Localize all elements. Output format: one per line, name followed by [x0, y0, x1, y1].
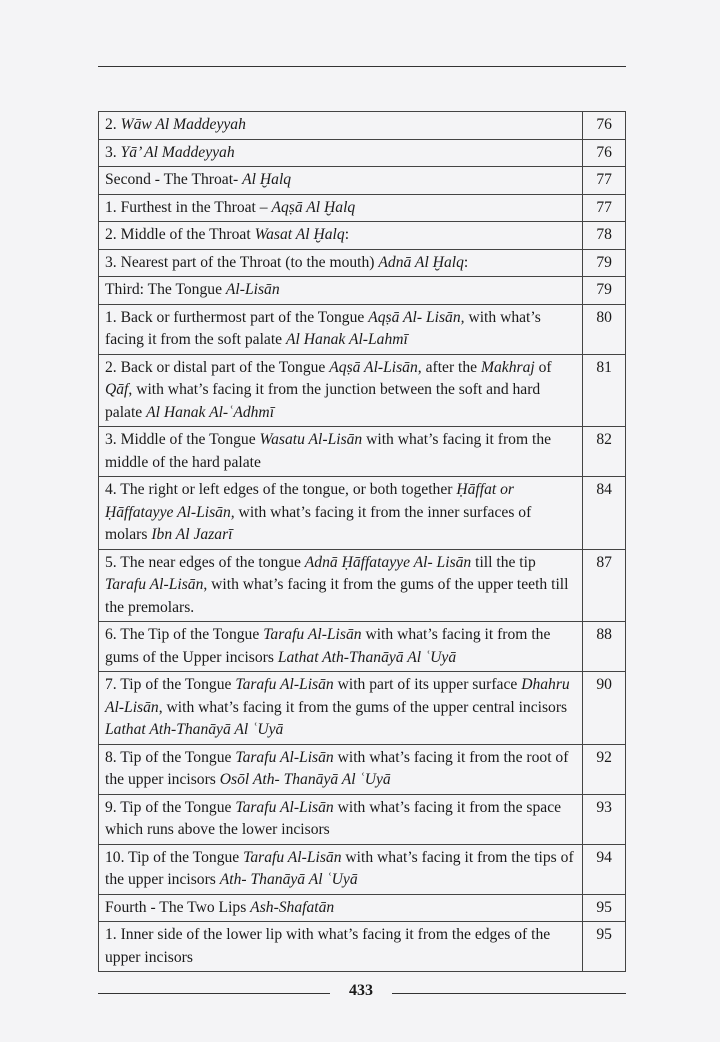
toc-entry-title: [99, 744, 583, 794]
toc-entry-term: Tarafu Al-Lisān: [235, 676, 334, 693]
table-of-contents: [98, 111, 626, 972]
toc-row: [99, 744, 626, 794]
toc-row: [99, 477, 626, 550]
toc-entry-term: Aqṣā Al- Lisān,: [368, 308, 465, 326]
toc-entry-page: 76: [583, 139, 626, 167]
toc-entry-term: Tarafu Al-Lisān: [235, 748, 334, 766]
toc-row: [99, 139, 626, 167]
toc-entry-title: [99, 844, 583, 894]
toc-entry-text: with what’s facing it from the middle of the hard palate: [105, 431, 552, 471]
toc-entry-title: [99, 549, 583, 622]
toc-entry-term: Ath- Thanāyā Al ʿUyā: [219, 871, 358, 888]
toc-entry-title: [99, 794, 583, 844]
toc-entry-title: [99, 672, 583, 745]
toc-entry-text: with what’s facing it from the soft palate: [105, 308, 541, 348]
toc-entry-text: 1. Back or furthermost part of the Tongue: [105, 308, 369, 326]
toc-entry-page: 77: [583, 194, 626, 222]
toc-entry-text: 5. The near edges of the tongue: [105, 553, 305, 571]
toc-entry-title: [99, 622, 583, 672]
toc-row: [99, 222, 626, 250]
toc-entry-term: Ḥāffat or Ḥāffatayye Al-Lisān,: [105, 481, 514, 521]
toc-entry-text: , with what’s facing it from the gums of the upper central incisors: [158, 698, 568, 716]
toc-row: [99, 112, 626, 140]
toc-entry-page: 80: [583, 304, 626, 354]
toc-entry-term: Al Hanak Al-Lahmī: [286, 331, 408, 348]
toc-entry-text: , after the: [417, 358, 481, 376]
toc-entry-term: Aqṣā Al Ḫalq: [271, 198, 356, 216]
toc-entry-term: Osōl Ath- Thanāyā Al ʿUyā: [219, 771, 391, 788]
toc-entry-text: with what’s facing it from the space which runs above the lower incisors: [105, 798, 562, 838]
toc-entry-text: 1. Furthest in the Throat –: [105, 198, 272, 216]
toc-row: [99, 922, 626, 972]
toc-entry-title: [99, 112, 583, 140]
toc-entry-term: Lathat Ath-Thanāyā Al ʿUyā: [277, 648, 457, 666]
toc-body: [99, 112, 626, 972]
toc-entry-text: 10. Tip of the Tongue: [105, 848, 244, 866]
toc-entry-term: Adnā Ḥāffatayye Al- Lisān: [304, 553, 472, 571]
toc-entry-text: Second - The Throat-: [105, 171, 243, 188]
toc-entry-term: Makhraj: [481, 358, 535, 376]
toc-entry-term: Lathat Ath-Thanāyā Al ʿUyā: [105, 721, 284, 738]
toc-entry-title: [99, 167, 583, 195]
toc-entry-page: 76: [583, 112, 626, 140]
toc-entry-term: Ibn Al Jazarī: [151, 526, 233, 543]
toc-entry-page: 90: [583, 672, 626, 745]
toc-entry-text: 8. Tip of the Tongue: [105, 748, 236, 766]
toc-entry-term: Tarafu Al-Lisān: [235, 798, 334, 816]
toc-entry-term: Tarafu Al-Lisān: [243, 848, 342, 866]
toc-row: [99, 894, 626, 922]
toc-entry-term: Adnā Al Ḫalq: [378, 253, 464, 271]
toc-entry-text: 2. Middle of the Throat: [105, 226, 255, 243]
toc-entry-title: [99, 894, 583, 922]
toc-row: [99, 354, 626, 427]
toc-entry-text: , with what’s facing it from the gums of the upper teeth till the premolars.: [105, 576, 569, 616]
toc-entry-page: 87: [583, 549, 626, 622]
toc-row: [99, 167, 626, 195]
toc-entry-page: 93: [583, 794, 626, 844]
toc-entry-term: Wasatu Al-Lisān: [259, 431, 363, 448]
toc-row: [99, 622, 626, 672]
footer-rule-left: [98, 993, 330, 994]
toc-entry-title: [99, 194, 583, 222]
toc-entry-term: Yā’ Al Maddeyyah: [120, 143, 235, 161]
toc-entry-page: 79: [583, 277, 626, 305]
toc-entry-text: with what’s facing it from the root of the upper incisors: [105, 748, 569, 788]
toc-entry-page: 84: [583, 477, 626, 550]
toc-entry-term: Qāf: [105, 381, 129, 398]
toc-row: [99, 794, 626, 844]
toc-entry-page: 88: [583, 622, 626, 672]
toc-row: [99, 549, 626, 622]
toc-entry-text: 2.: [105, 116, 121, 133]
toc-entry-page: 94: [583, 844, 626, 894]
toc-entry-page: 92: [583, 744, 626, 794]
toc-entry-text: till the tip: [471, 553, 536, 571]
toc-row: [99, 304, 626, 354]
toc-entry-page: 78: [583, 222, 626, 250]
toc-entry-text: with part of its upper surface: [333, 676, 522, 693]
toc-entry-page: 77: [583, 167, 626, 195]
toc-row: [99, 194, 626, 222]
toc-entry-page: 81: [583, 354, 626, 427]
toc-entry-text: of: [534, 358, 552, 376]
footer-rule-right: [392, 993, 626, 994]
header-rule: [98, 66, 626, 67]
toc-entry-title: [99, 354, 583, 427]
toc-entry-text: Fourth - The Two Lips: [105, 898, 251, 916]
toc-entry-title: [99, 249, 583, 277]
toc-entry-page: 82: [583, 427, 626, 477]
toc-entry-title: [99, 922, 583, 972]
toc-entry-text: 7. Tip of the Tongue: [105, 676, 236, 693]
page-number: 433: [349, 982, 373, 999]
toc-entry-title: [99, 139, 583, 167]
toc-entry-title: [99, 477, 583, 550]
toc-entry-text: , with what’s facing it from the junction between the soft and hard palate: [105, 381, 541, 421]
toc-entry-term: Al Ḫalq: [242, 171, 292, 188]
toc-entry-term: Wasat Al Ḫalq: [254, 226, 345, 243]
toc-entry-text: with what’s facing it from the inner surfaces of molars: [105, 503, 532, 543]
toc-entry-text: 4. The right or left edges of the tongue, or both together: [105, 481, 457, 498]
toc-entry-term: Tarafu Al-Lisān: [105, 576, 204, 593]
toc-entry-term: Dhahru Al-Lisān: [105, 676, 570, 716]
toc-entry-text: 1. Inner side of the lower lip with what’s facing it from the edges of the upper incisors: [105, 926, 551, 966]
toc-row: [99, 249, 626, 277]
toc-entry-term: Wāw Al Maddeyyah: [120, 116, 246, 133]
toc-entry-text: 2. Back or distal part of the Tongue: [105, 358, 330, 376]
toc-entry-text: 3. Nearest part of the Throat (to the mouth): [105, 253, 379, 271]
toc-entry-title: [99, 304, 583, 354]
toc-entry-text: :: [344, 226, 350, 243]
toc-row: [99, 277, 626, 305]
toc-row: [99, 427, 626, 477]
toc-entry-text: 3.: [105, 143, 121, 161]
toc-entry-text: 9. Tip of the Tongue: [105, 798, 236, 816]
toc-entry-title: [99, 222, 583, 250]
toc-row: [99, 672, 626, 745]
toc-entry-term: Tarafu Al-Lisān: [263, 626, 362, 643]
toc-entry-title: [99, 277, 583, 305]
toc-entry-text: Third: The Tongue: [105, 281, 226, 298]
toc-entry-term: Aqṣā Al-Lisān: [329, 358, 418, 376]
toc-entry-term: Al Hanak Al-ʿAdhmī: [146, 403, 275, 421]
toc-entry-page: 95: [583, 922, 626, 972]
toc-entry-text: 3. Middle of the Tongue: [105, 431, 260, 448]
toc-row: [99, 844, 626, 894]
toc-entry-term: Ash-Shafatān: [250, 898, 335, 916]
toc-entry-text: with what’s facing it from the gums of the Upper incisors: [105, 626, 551, 666]
toc-entry-text: with what’s facing it from the tips of the upper incisors: [105, 848, 574, 888]
toc-entry-page: 79: [583, 249, 626, 277]
toc-entry-term: Al-Lisān: [225, 281, 280, 298]
toc-entry-text: 6. The Tip of the Tongue: [105, 626, 264, 643]
toc-entry-title: [99, 427, 583, 477]
toc-entry-page: 95: [583, 894, 626, 922]
toc-entry-text: :: [463, 253, 469, 271]
